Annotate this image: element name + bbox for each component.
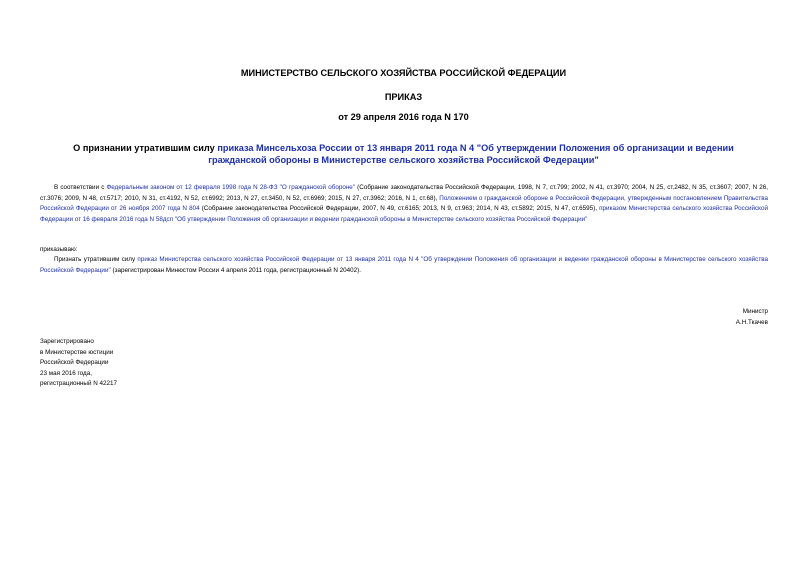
- doc-type-heading: ПРИКАЗ: [384, 92, 423, 102]
- para1-text-1: В соответствии с: [54, 184, 107, 191]
- para2-text-1: Признать утратившим силу: [54, 256, 138, 263]
- ministry-heading: МИНИСТЕРСТВО СЕЛЬСКОГО ХОЗЯЙСТВА РОССИЙСКОЙ ФЕДЕРАЦИИ: [240, 68, 567, 78]
- order-58dsp-link[interactable]: приказом Министерства сельского хозяйства Российской Федерации от 16 февраля 2016 года N 58дсп "Об утверждении Положения об организации и ведении гражданской обороны в Министерстве сельского хозяйства Российской Федерации": [40, 205, 768, 223]
- registration-line: Зарегистрировано: [40, 338, 94, 345]
- signature-block: [736, 307, 768, 328]
- signature-position: Министр: [742, 308, 768, 315]
- registration-line: в Министерстве юстиции: [40, 348, 114, 356]
- paragraph-basis: [40, 183, 768, 225]
- doc-title: [48, 142, 759, 166]
- registration-line: 23 мая 2016 года,: [40, 369, 92, 377]
- para2-text-2: (зарегистрирован Минюстом России 4 апреля 2011 года, регистрационный N 20402).: [110, 266, 362, 274]
- para1-text-3: (Собрание законодательства Российской Федерации, 2007, N 49, ст.6165; 2013, N 9, ст.963; 2014, N 43, ст.5892; 2015, N 47, ст.6595),: [199, 205, 600, 213]
- registration-block: [40, 337, 117, 390]
- prikazyvayu-text: приказываю:: [40, 246, 78, 253]
- signature-name: А.Н.Ткачев: [735, 318, 768, 326]
- title-link[interactable]: приказа Минсельхоза России от 13 января 2011 года N 4 "Об утверждении Положения об организации и ведении гражданской обороны в Министерстве сельского хозяйства Российской Федерации": [208, 143, 734, 165]
- date-number: от 29 апреля 2016 года N 170: [338, 112, 469, 122]
- registration-line: регистрационный N 42217: [40, 380, 118, 388]
- paragraph-decision: [40, 255, 768, 276]
- para1-text-2: (Собрание законодательства Российской Федерации, 1998, N 7, ст.799; 2002, N 41, ст.3970; 2004, N 25, ст.2482, N 35, ст.3607; 2007, N 26, ст.3076; 2009, N 48, ст.5717; 2010, N 31, ст.4192, N 52, ст.6992; 2013, N 27, ст.3450, N 52, ст.6969; 2015, N 27, ст.3962; 2016, N 1, ст.68),: [40, 184, 769, 202]
- title-prefix: О признании утратившим силу: [73, 143, 218, 153]
- federal-law-link[interactable]: Федеральным законом от 12 февраля 1998 года N 28-ФЗ "О гражданской обороне": [106, 184, 356, 191]
- registration-line: Российской Федерации: [40, 359, 109, 367]
- revoked-order-link[interactable]: приказ Министерства сельского хозяйства Российской Федерации от 13 января 2011 года N 4 "Об утверждении Положения об организации и ведении гражданской обороны в Министерстве сельского хозяйства Российской Федерации": [40, 256, 768, 274]
- regulation-link[interactable]: Положением о гражданской обороне в Российской Федерации, утвержденным постановлением Правительства Российской Федерации от 26 ноября 2007 года N 804: [40, 194, 768, 213]
